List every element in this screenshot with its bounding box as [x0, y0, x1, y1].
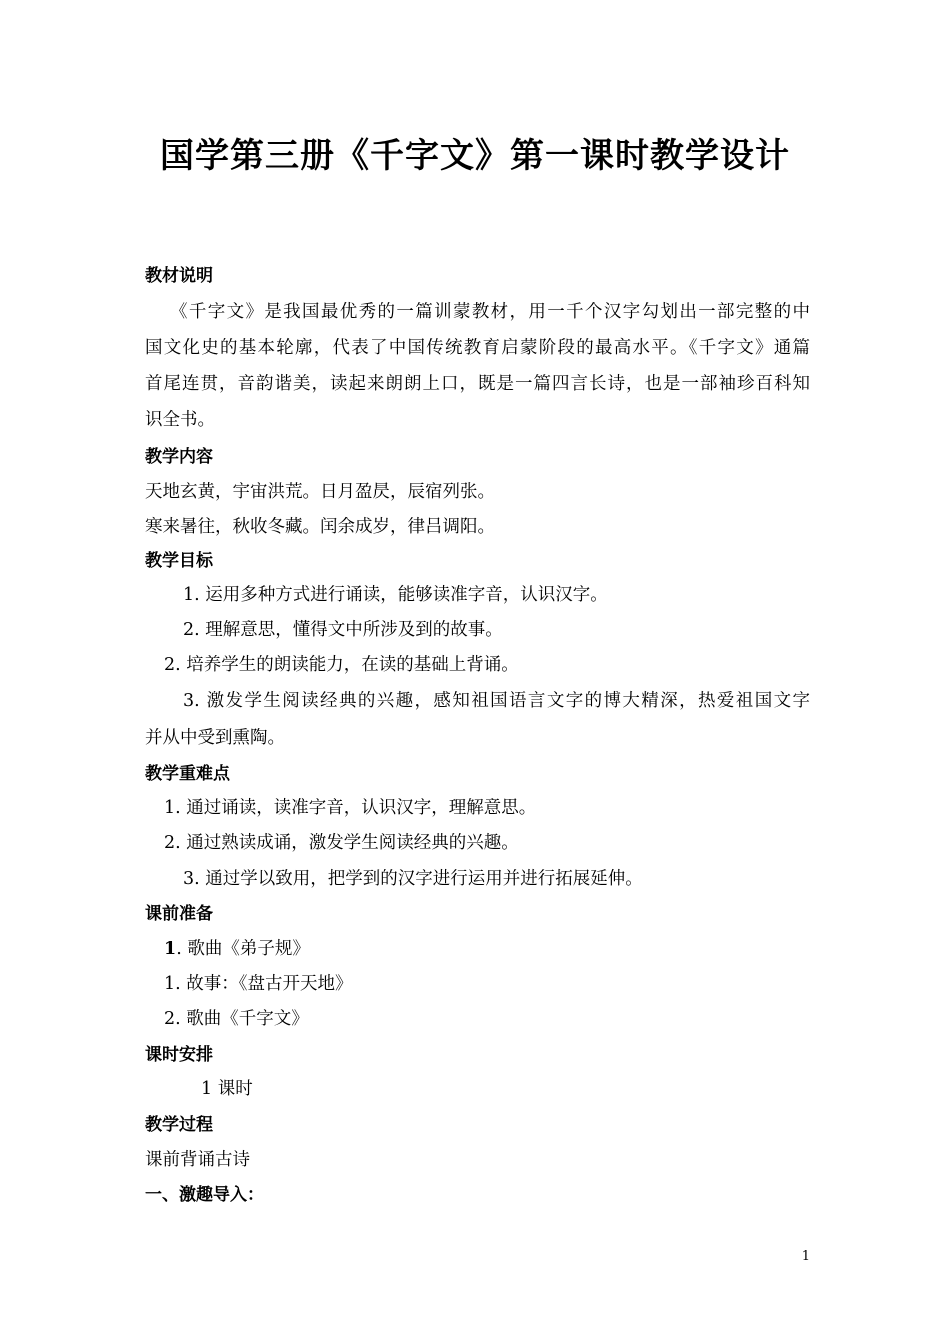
preparation-item-1: [164, 939, 810, 959]
preparation-item-1-number: 1: [164, 939, 177, 959]
preparation-item-3: 2. 歌曲《千字文》: [164, 1009, 309, 1029]
heading-content: 教学内容: [145, 447, 213, 467]
content-line-2: 寒来暑往，秋收冬藏。闰余成岁，律吕调阳。: [145, 517, 495, 537]
heading-preparation: 课前准备: [145, 904, 213, 924]
process-step-1-heading: 一、激趣导入：: [145, 1185, 264, 1205]
key-point-line-2: 2. 通过熟读成诵，激发学生阅读经典的兴趣。: [164, 833, 519, 853]
key-point-line-1: 1. 通过诵读，读准字音，认识汉字，理解意思。: [164, 798, 537, 818]
material-line-3: 首尾连贯，音韵谐美，读起来朗朗上口，既是一篇四言长诗，也是一部袖珍百科知: [145, 374, 810, 394]
document-title: 国学第三册《千字文》第一课时教学设计: [160, 136, 790, 176]
goal-line-5: 并从中受到熏陶。: [145, 728, 285, 748]
goal-line-4: 3. 激发学生阅读经典的兴趣，感知祖国语言文字的博大精深，热爱祖国文字: [183, 691, 810, 711]
heading-schedule: 课时安排: [145, 1045, 213, 1065]
schedule-value: 1 课时: [201, 1079, 253, 1099]
goal-line-1: 1. 运用多种方式进行诵读，能够读准字音，认识汉字。: [183, 585, 608, 605]
process-line-1: 课前背诵古诗: [145, 1150, 250, 1170]
material-line-1: 《千字文》是我国最优秀的一篇训蒙教材，用一千个汉字勾划出一部完整的中: [170, 302, 810, 322]
goal-line-2: 2. 理解意思，懂得文中所涉及到的故事。: [183, 620, 503, 640]
heading-key-points: 教学重难点: [145, 764, 230, 784]
preparation-item-1-text: . 歌曲《弟子规》: [176, 939, 310, 959]
heading-material: 教材说明: [145, 266, 213, 286]
content-line-1: 天地玄黄，宇宙洪荒。日月盈昃，辰宿列张。: [145, 482, 495, 502]
page-number: 1: [801, 1249, 810, 1264]
heading-goals: 教学目标: [145, 551, 213, 571]
heading-process: 教学过程: [145, 1115, 213, 1135]
key-point-line-3: 3. 通过学以致用，把学到的汉字进行运用并进行拓展延伸。: [183, 869, 643, 889]
goal-line-3: 2. 培养学生的朗读能力，在读的基础上背诵。: [164, 655, 519, 675]
material-line-2: 国文化史的基本轮廓，代表了中国传统教育启蒙阶段的最高水平。《千字文》通篇: [145, 338, 810, 358]
material-line-4: 识全书。: [145, 410, 215, 430]
preparation-item-2: 1. 故事：《盘古开天地》: [164, 974, 353, 994]
